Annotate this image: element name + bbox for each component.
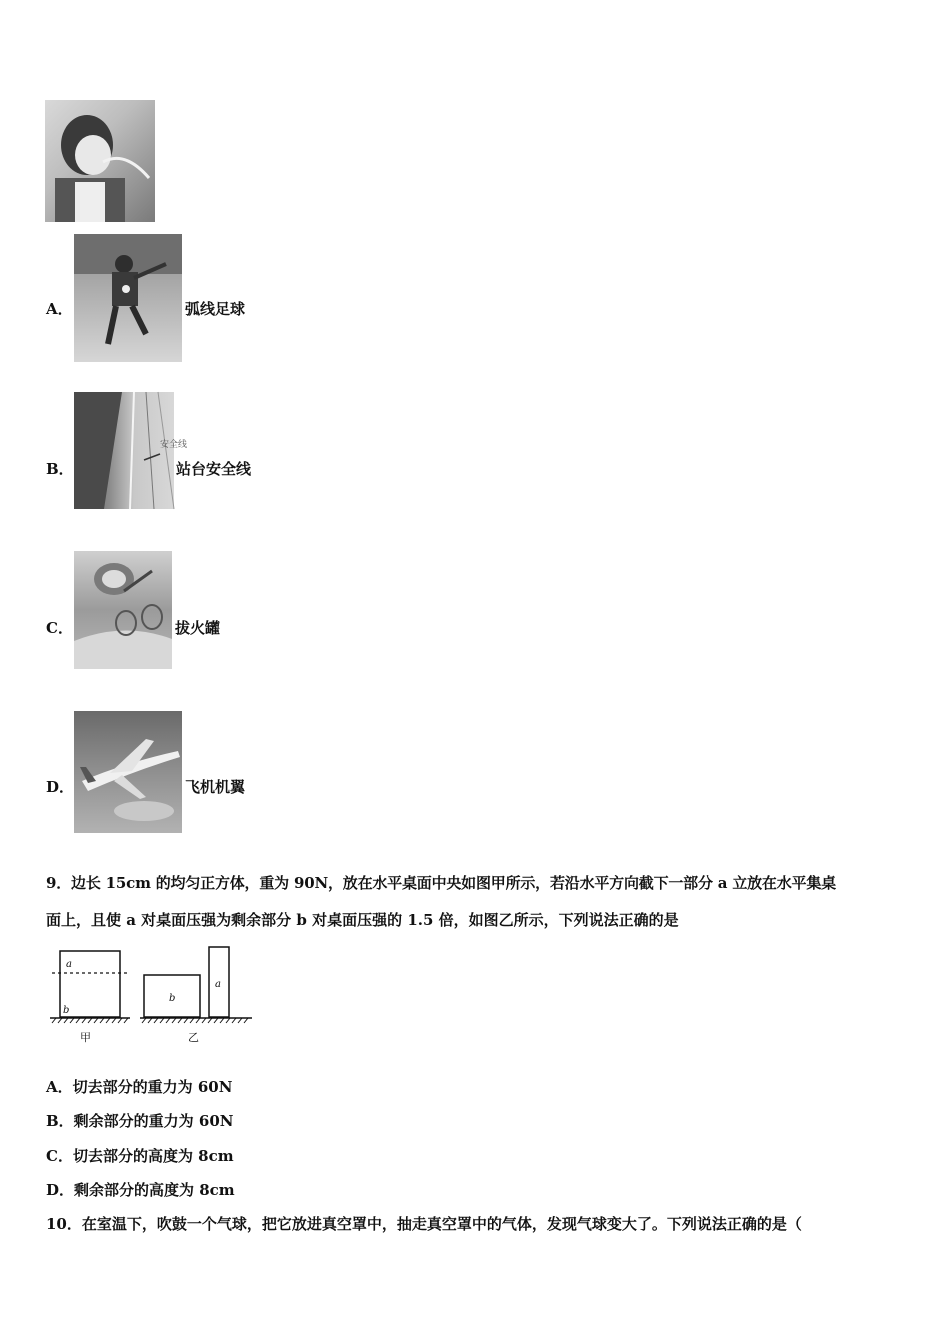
fig-label-a-jia: a [66,959,72,970]
q9-option-b: B．剩余部分的重力为 60N [46,1112,234,1130]
option-d-text: 飞机机翼 [185,778,246,796]
fig-caption-jia: 甲 [80,1031,91,1044]
q9-option-a: A．切去部分的重力为 60N [46,1078,233,1096]
cupping-therapy-photo [74,551,172,669]
q9-option-d: D．剩余部分的高度为 8cm [46,1181,235,1199]
svg-text:安全线: 安全线 [160,440,188,450]
fig-label-b-yi: b [169,993,176,1004]
q10-stem-line1: 10．在室温下，吹鼓一个气球，把它放进真空罩中，抽走真空罩中的气体，发现气球变大了。下列说法正确的是（ [46,1215,802,1233]
fig-label-a-yi: a [215,979,221,990]
fig-caption-yi: 乙 [188,1031,199,1044]
q9-stem-line2: 面上，且使 a 对桌面压强为剩余部分 b 对桌面压强的 1.5 倍，如图乙所示，下列说法正确的是 [46,911,679,929]
option-d-letter: D． [46,778,75,796]
fig-label-b-jia: b [63,1005,70,1016]
airplane-photo [74,711,182,833]
q9-stem-line1: 9．边长 15cm 的均匀正方体，重为 90N，放在水平桌面中央如图甲所示，若沿水平方向截下一部分 a 立放在水平集桌 [46,874,836,892]
soccer-player-photo [74,234,182,362]
child-blowing-straw-photo [45,100,155,222]
option-b-letter: B． [46,460,74,478]
option-a-text: 弧线足球 [185,300,246,318]
option-c-text: 拔火罐 [175,619,221,637]
option-a-letter: A． [46,300,73,318]
train-platform-photo [74,392,188,509]
option-c-letter: C． [46,619,73,637]
q9-figure [46,943,258,1045]
q9-option-c: C．切去部分的高度为 8cm [46,1147,234,1165]
option-b-text: 站台安全线 [176,460,252,478]
